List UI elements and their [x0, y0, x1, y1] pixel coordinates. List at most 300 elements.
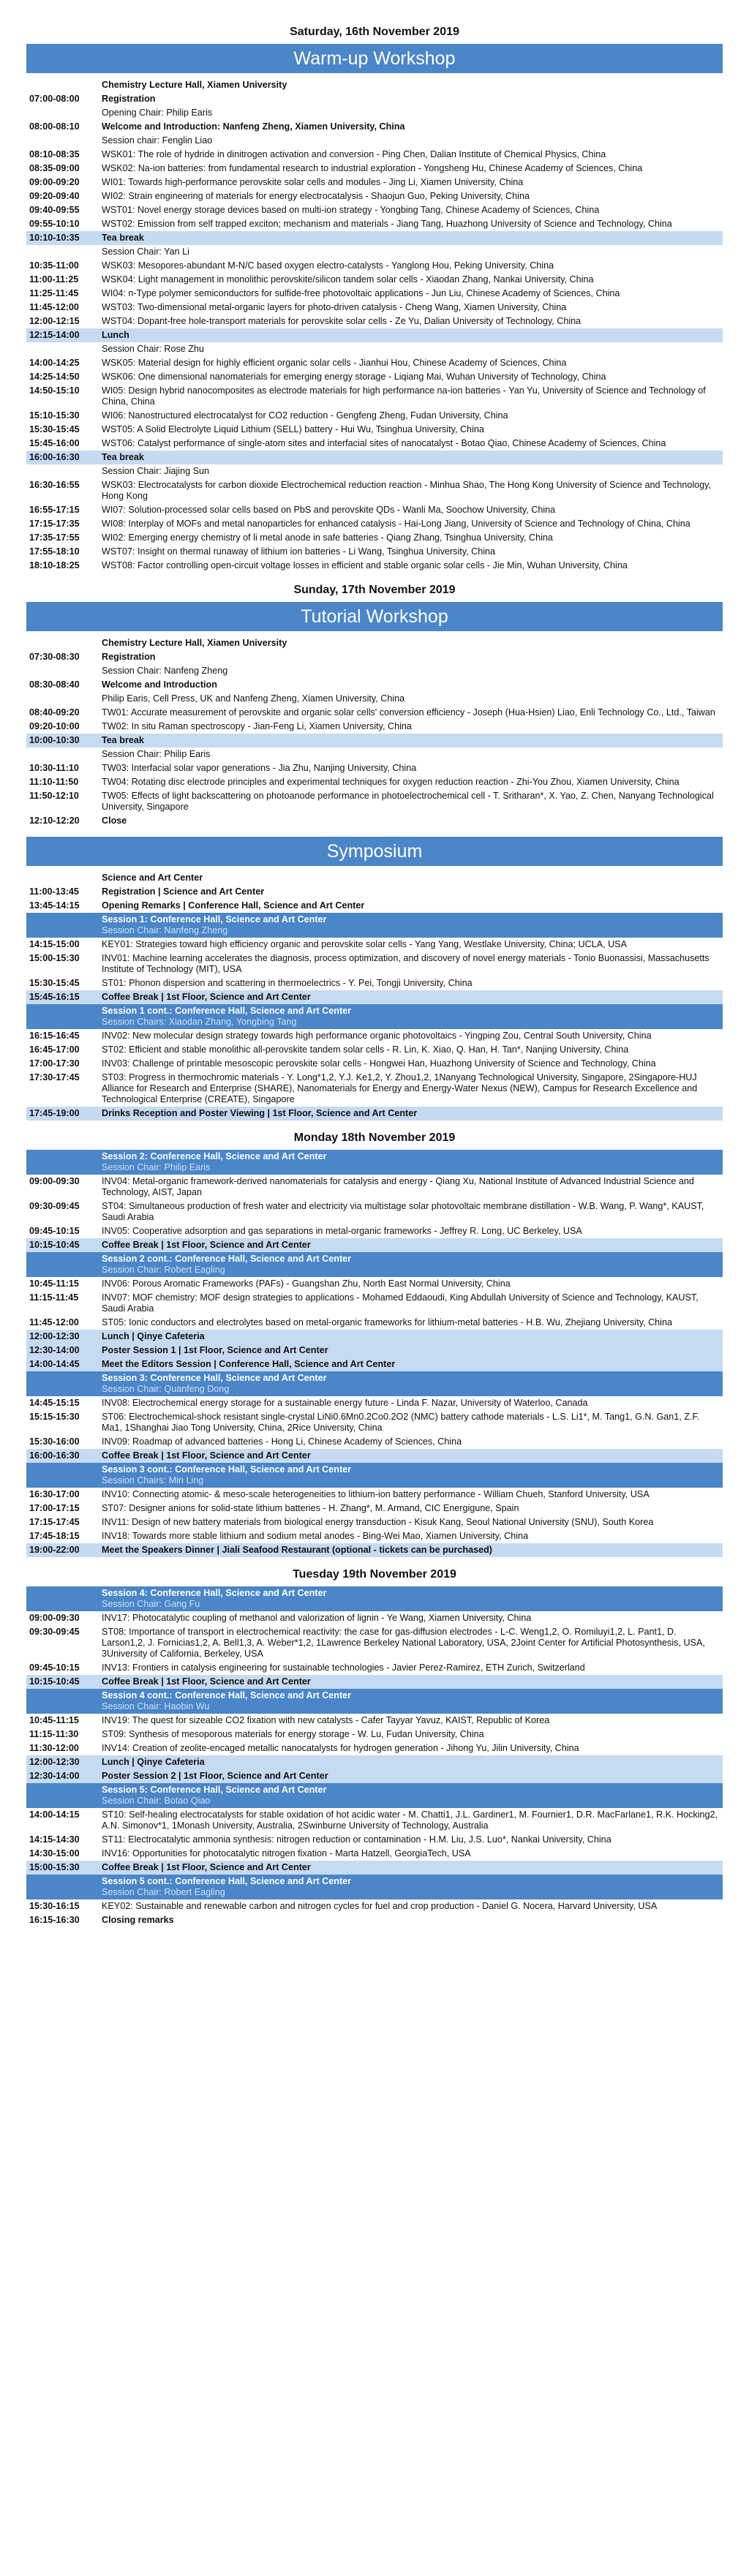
- schedule-row: [26, 1150, 723, 1175]
- description-cell: [102, 385, 723, 407]
- schedule-row: [26, 1689, 723, 1714]
- schedule-row: [26, 1543, 723, 1557]
- row-text: Registration: [102, 94, 156, 104]
- description-cell: [102, 1201, 723, 1223]
- section-gap: [26, 828, 723, 837]
- row-text: Drinks Reception and Poster Viewing | 1st Floor, Science and Art Center: [102, 1108, 418, 1118]
- time-cell: 17:45-19:00: [29, 1108, 80, 1118]
- schedule-row: [26, 1808, 723, 1833]
- row-text: KEY02: Sustainable and renewable carbon and nitrogen cycles for fuel and crop production - Daniel G. Nocera, Harvard University, USA: [102, 1901, 658, 1911]
- description-cell: [102, 652, 723, 663]
- time-cell: 15:30-15:45: [29, 424, 80, 434]
- description-cell: [102, 1412, 723, 1434]
- description-cell: [102, 1662, 723, 1673]
- row-text: WI07: Solution-processed solar cells based on PbS and perovskite QDs - Wanli Ma, Soochow University, China: [102, 505, 556, 515]
- schedule-row: [26, 692, 723, 706]
- schedule-row: [26, 517, 723, 531]
- schedule-row: [26, 120, 723, 134]
- description-cell: [102, 344, 723, 355]
- row-text: ST11: Electrocatalytic ammonia synthesis: nitrogen reduction or contamination - H.M. Liu, J.S. Luo*, Nankai University, China: [102, 1834, 611, 1845]
- description-cell: [102, 94, 723, 105]
- time-cell: 10:15-10:45: [29, 1676, 80, 1687]
- row-text: INV09: Roadmap of advanced batteries - Hong Li, Chinese Academy of Sciences, China: [102, 1436, 462, 1447]
- description-cell: [102, 1613, 723, 1624]
- time-cell: 08:00-08:10: [29, 121, 80, 132]
- schedule-row: [26, 1847, 723, 1861]
- description-cell: [102, 274, 723, 285]
- row-text: Session 3: Conference Hall, Science and Art Center: [102, 1373, 327, 1383]
- description-cell: [102, 1436, 723, 1447]
- description-cell: [102, 900, 723, 911]
- description-cell: [102, 1240, 723, 1251]
- time-cell: 14:30-15:00: [29, 1848, 80, 1858]
- schedule-row: [26, 451, 723, 464]
- description-cell: [102, 978, 723, 989]
- time-cell: 10:00-10:30: [29, 735, 80, 745]
- schedule-row: [26, 734, 723, 747]
- schedule-row: [26, 384, 723, 409]
- time-cell: 11:25-11:45: [29, 288, 79, 298]
- row-text: INV14: Creation of zeolite-encaged metallic nanocatalysts for hydrogen generation - Jihong Yu, Jilin University, China: [102, 1743, 579, 1753]
- row-text: INV13: Frontiers in catalysis engineering for sustainable technologies - Javier Perez-Ramirez, ETH Zurich, Switzerland: [102, 1662, 585, 1673]
- time-cell: 10:35-11:00: [29, 260, 79, 271]
- description-cell: [102, 1398, 723, 1409]
- description-cell: [102, 1331, 723, 1342]
- row-text: WSK02: Na-ion batteries: from fundamental research to industrial exploration - Yongsheng Hu, Chinese Academy of Sciences, China: [102, 163, 643, 173]
- schedule-row: [26, 678, 723, 692]
- schedule-row: [26, 273, 723, 287]
- row-text: Lunch | Qinye Cafeteria: [102, 1757, 205, 1767]
- schedule-row: [26, 1238, 723, 1252]
- time-cell: 17:55-18:10: [29, 546, 80, 557]
- time-cell: 09:00-09:30: [29, 1613, 80, 1623]
- schedule-row: [26, 1463, 723, 1488]
- schedule-row: [26, 1316, 723, 1330]
- day-heading: Monday 18th November 2019: [293, 1131, 456, 1144]
- row-text: Chemistry Lecture Hall, Xiamen University: [102, 80, 287, 90]
- row-text: Session Chair: Jiajing Sun: [102, 466, 210, 476]
- time-cell: 11:45-12:00: [29, 302, 79, 312]
- description-cell: [102, 1785, 723, 1807]
- schedule-row: [26, 1435, 723, 1449]
- schedule-row: [26, 301, 723, 315]
- time-cell: 10:10-10:35: [29, 233, 80, 243]
- description-cell: [102, 1254, 723, 1276]
- description-cell: [102, 638, 723, 649]
- time-cell: 15:15-15:30: [29, 1412, 80, 1422]
- description-cell: [102, 219, 723, 230]
- time-cell: 13:45-14:15: [29, 900, 80, 911]
- schedule-row: [26, 1769, 723, 1783]
- row-text: INV07: MOF chemistry: MOF design strategies to applications - Mohamed Eddaoudi, King Abdullah University of Science and Technology, KAUST, Saudi Arabia: [102, 1292, 699, 1314]
- schedule-row: [26, 1410, 723, 1435]
- description-cell: [102, 1292, 723, 1314]
- schedule-row: [26, 328, 723, 342]
- description-cell: [102, 1757, 723, 1768]
- row-text: WSK03: Electrocatalysts for carbon dioxide Electrochemical reduction reaction - Minhua Shao, The Hong Kong University of Science and Technology, Hong Kong: [102, 480, 712, 501]
- row-text: INV16: Opportunities for photocatalytic nitrogen fixation - Marta Hatzell, GeorgiaTech, USA: [102, 1848, 471, 1858]
- row-text: WI08: Interplay of MOFs and metal nanoparticles for enhanced catalysis - Hai-Long Jiang, University of Science and Technology of China, China: [102, 519, 690, 529]
- row-text: ST05: Ionic conductors and electrolytes based on metal-organic frameworks for lithium-metal batteries - H.B. Wu, Zhejiang University, China: [102, 1317, 672, 1327]
- row-text: Session 5 cont.: Conference Hall, Science and Art Center: [102, 1876, 352, 1886]
- description-cell: [102, 679, 723, 690]
- schedule-row: [26, 503, 723, 517]
- time-cell: 17:00-17:15: [29, 1503, 80, 1513]
- row-text: Close: [102, 816, 127, 826]
- time-cell: 08:40-09:20: [29, 707, 80, 718]
- description-cell: [102, 480, 723, 502]
- description-cell: [102, 1450, 723, 1461]
- schedule-row: [26, 423, 723, 437]
- description-cell: [102, 1743, 723, 1754]
- time-cell: 12:00-12:15: [29, 316, 80, 326]
- schedule-row: [26, 1330, 723, 1344]
- row-text: WSK05: Material design for highly efficient organic solar cells - Jianhui Hou, Chinese Academy of Sciences, China: [102, 358, 567, 368]
- row-text: INV08: Electrochemical energy storage for a sustainable energy future - Linda F. Nazar, University of Waterloo, Canada: [102, 1398, 588, 1408]
- schedule-row: [26, 148, 723, 162]
- description-cell: [102, 519, 723, 530]
- row-text: Coffee Break | 1st Floor, Science and Art Center: [102, 992, 311, 1002]
- row-text: WST07: Insight on thermal runaway of lithium ion batteries - Li Wang, Tsinghua University, China: [102, 546, 496, 557]
- schedule-row: [26, 1783, 723, 1808]
- description-cell: [102, 260, 723, 271]
- schedule-row: [26, 789, 723, 814]
- time-cell: 11:10-11:50: [29, 777, 79, 787]
- row-text: WSK03: Mesopores-abundant M-N/C based oxygen electro-catalysts - Yanglong Hou, Peking University, China: [102, 260, 554, 271]
- time-cell: 12:10-12:20: [29, 816, 80, 826]
- schedule-row: [26, 134, 723, 148]
- row-text: Coffee Break | 1st Floor, Science and Art Center: [102, 1450, 311, 1461]
- time-cell: 11:50-12:10: [29, 791, 79, 801]
- row-text: KEY01: Strategies toward high efficiency organic and perovskite solar cells - Yang Yang, Westlake University, China; UCLA, USA: [102, 939, 627, 949]
- row-text: INV03: Challenge of printable mesoscopic perovskite solar cells - Hongwei Han, Huazhong University of Science and Technology, China: [102, 1058, 656, 1069]
- description-cell: [102, 1901, 723, 1912]
- description-cell: [102, 1729, 723, 1740]
- time-cell: 14:00-14:45: [29, 1359, 80, 1369]
- time-cell: 10:30-11:10: [29, 763, 79, 773]
- description-cell: [102, 452, 723, 463]
- description-cell: [102, 777, 723, 788]
- time-cell: 14:50-15:10: [29, 385, 80, 396]
- description-cell: [102, 438, 723, 449]
- schedule-row: [26, 245, 723, 259]
- row-text: INV01: Machine learning accelerates the diagnosis, process optimization, and discovery of novel energy materials - Tonio Buonassisi, Massachusetts Institute of Technology (MIT), USA: [102, 953, 710, 974]
- description-cell: [102, 330, 723, 341]
- row-text: TW01: Accurate measurement of perovskite and organic solar cells' conversion efficiency - Joseph (Hua-Hsien) Liao, Enli Technology Co., Ltd., Taiwan: [102, 707, 715, 718]
- description-cell: [102, 191, 723, 202]
- row-text: Chemistry Lecture Hall, Xiamen University: [102, 638, 287, 648]
- description-cell: [102, 358, 723, 369]
- row-text: Opening Chair: Philip Earis: [102, 108, 213, 118]
- time-cell: 16:45-17:00: [29, 1044, 80, 1055]
- session-chair: Session Chair: Nanfeng Zheng: [102, 925, 228, 935]
- row-text: INV05: Cooperative adsorption and gas separations in metal-organic frameworks - Jeffrey R. Long, UC Berkeley, USA: [102, 1226, 582, 1236]
- session-chair: Session Chairs: Min Ling: [102, 1475, 204, 1485]
- schedule-row: [26, 342, 723, 356]
- description-cell: [102, 1676, 723, 1687]
- schedule-row: [26, 370, 723, 384]
- time-cell: 16:15-16:45: [29, 1031, 80, 1041]
- time-cell: 09:30-09:45: [29, 1201, 80, 1211]
- row-text: INV04: Metal-organic framework-derived nanomaterials for catalysis and energy - Qiang Xu, National Institute of Advanced Industrial Science and Technology, AIST, Japan: [102, 1176, 694, 1197]
- schedule-row: [26, 78, 723, 92]
- session-chair: Session Chair: Philip Earis: [102, 1162, 211, 1172]
- row-text: Session 5: Conference Hall, Science and Art Center: [102, 1785, 327, 1795]
- schedule-row: [26, 531, 723, 545]
- schedule-row: [26, 1661, 723, 1675]
- description-cell: [102, 1834, 723, 1845]
- description-cell: [102, 763, 723, 774]
- description-cell: [102, 816, 723, 826]
- time-cell: 14:00-14:25: [29, 358, 80, 368]
- row-text: INV11: Design of new battery materials from biological energy transduction - Kisuk Kang, Seoul National University (SNU), South Korea: [102, 1517, 654, 1527]
- time-cell: 15:45-16:00: [29, 438, 80, 448]
- time-cell: 15:00-15:30: [29, 1862, 80, 1872]
- schedule-row: [26, 814, 723, 828]
- description-cell: [102, 1359, 723, 1370]
- schedule-row: [26, 1728, 723, 1741]
- row-text: Poster Session 2 | 1st Floor, Science and Art Center: [102, 1771, 328, 1781]
- time-cell: 09:40-09:55: [29, 205, 80, 215]
- schedule-row: [26, 706, 723, 720]
- description-cell: [102, 121, 723, 132]
- time-cell: 17:15-17:45: [29, 1517, 80, 1527]
- row-text: WSK04: Light management in monolithic perovskite/silicon tandem solar cells - Xiaodan Zhang, Nankai University, China: [102, 274, 594, 285]
- schedule-row: [26, 1675, 723, 1689]
- day-heading: Saturday, 16th November 2019: [290, 26, 459, 38]
- time-cell: 14:15-15:00: [29, 939, 80, 949]
- row-text: Tea break: [102, 735, 144, 745]
- time-cell: 10:45-11:15: [29, 1278, 79, 1289]
- schedule-row: [26, 952, 723, 976]
- schedule-row: [26, 650, 723, 664]
- time-cell: 17:00-17:30: [29, 1058, 80, 1069]
- description-cell: [102, 316, 723, 327]
- schedule-row: [26, 720, 723, 734]
- schedule-row: [26, 747, 723, 761]
- row-text: INV18: Towards more stable lithium and sodium metal anodes - Bing-Wei Mao, Xiamen University, China: [102, 1531, 529, 1541]
- description-cell: [102, 1072, 723, 1105]
- time-cell: 07:00-08:00: [29, 94, 80, 104]
- schedule-row: [26, 1043, 723, 1057]
- description-cell: [102, 1464, 723, 1486]
- time-cell: 09:55-10:10: [29, 219, 80, 229]
- row-text: Philip Earis, Cell Press, UK and Nanfeng Zheng, Xiamen University, China: [102, 693, 405, 704]
- row-text: ST03: Progress in thermochromic materials - Y. Long*1,2, Y.J. Ke1,2, Y. Zhou1,2, 1Nanyang Technological University, Singapore, 2Singapore-HUJ Alliance for Research and Enterprise (SHARE), Nanomaterials for Energy and Energy-Water Nexus (NEW), Campus for Research Excellence and Technological Enterprise (CREATE), Singapore: [102, 1072, 698, 1104]
- time-cell: 15:30-16:00: [29, 1436, 80, 1447]
- time-cell: 14:00-14:15: [29, 1809, 80, 1820]
- time-cell: 11:30-12:00: [29, 1743, 79, 1753]
- row-text: Session Chair: Philip Earis: [102, 749, 211, 759]
- time-cell: 09:00-09:20: [29, 177, 80, 187]
- schedule-row: [26, 1175, 723, 1200]
- session-chair: Session Chairs: Xiaodan Zhang, Yongbing Tang: [102, 1017, 297, 1027]
- description-cell: [102, 992, 723, 1003]
- schedule-row: [26, 1357, 723, 1371]
- session-chair: Session Chair: Gang Fu: [102, 1599, 200, 1609]
- time-cell: 07:30-08:30: [29, 652, 80, 662]
- schedule-row: [26, 1875, 723, 1899]
- time-cell: 09:20-10:00: [29, 721, 80, 731]
- schedule-row: [26, 1861, 723, 1875]
- schedule-row: [26, 1741, 723, 1755]
- row-text: WI06: Nanostructured electrocatalyst for CO2 reduction - Gengfeng Zheng, Fudan University, China: [102, 410, 508, 421]
- description-cell: [102, 288, 723, 299]
- time-cell: 09:30-09:45: [29, 1627, 80, 1637]
- row-text: Session Chair: Nanfeng Zheng: [102, 666, 228, 676]
- time-cell: 14:45-15:15: [29, 1398, 80, 1408]
- schedule-row: [26, 1277, 723, 1291]
- row-text: Registration | Science and Art Center: [102, 886, 265, 897]
- schedule-row: [26, 437, 723, 451]
- schedule-row: [26, 913, 723, 938]
- row-text: WI01: Towards high-performance perovskite solar cells and modules - Jing Li, Xiamen University, China: [102, 177, 524, 187]
- schedule-row: [26, 899, 723, 913]
- row-text: Opening Remarks | Conference Hall, Science and Art Center: [102, 900, 365, 911]
- row-text: Lunch | Qinye Cafeteria: [102, 1331, 205, 1341]
- workshop-banner: Warm-up Workshop: [26, 44, 723, 73]
- row-text: Session 1: Conference Hall, Science and Art Center: [102, 914, 327, 924]
- description-cell: [102, 546, 723, 557]
- description-cell: [102, 1848, 723, 1859]
- row-text: TW03: Interfacial solar vapor generations - Jia Zhu, Nanjing University, China: [102, 763, 417, 773]
- schedule-row: [26, 1071, 723, 1107]
- schedule-row: [26, 106, 723, 120]
- time-cell: 09:00-09:30: [29, 1176, 80, 1186]
- schedule-row: [26, 1488, 723, 1502]
- time-cell: 10:45-11:15: [29, 1715, 79, 1725]
- description-cell: [102, 1915, 723, 1926]
- day-heading: Tuesday 19th November 2019: [293, 1568, 456, 1581]
- time-cell: 19:00-22:00: [29, 1545, 80, 1555]
- description-cell: [102, 1503, 723, 1514]
- description-cell: [102, 80, 723, 91]
- time-cell: 17:45-18:15: [29, 1531, 80, 1541]
- schedule-row: [26, 409, 723, 423]
- row-text: WI02: Emerging energy chemistry of li metal anode in safe batteries - Qiang Zhang, Tsinghua University, China: [102, 532, 553, 543]
- row-text: ST10: Self-healing electrocatalysts for stable oxidation of hot acidic water - M. Chatti1, J.L. Gardiner1, M. Fournier1, D.R. MacFarlane1, R.K. Hocking2, A.N. Simonov*1, 1Monash University, Australia, 2Swinburne University of Technology, Australia: [102, 1809, 718, 1831]
- row-text: WI05: Design hybrid nanocomposites as electrode materials for high performance na-ion batteries - Yan Yu, University of Science and Technology of China, China: [102, 385, 706, 407]
- description-cell: [102, 1531, 723, 1542]
- row-text: Session 1 cont.: Conference Hall, Science and Art Center: [102, 1006, 352, 1016]
- schedule-row: [26, 636, 723, 650]
- day-heading: Sunday, 17th November 2019: [293, 584, 456, 596]
- session-chair: Session Chair: Robert Eagling: [102, 1265, 225, 1275]
- schedule-row: [26, 1611, 723, 1625]
- row-text: WI04: n-Type polymer semiconductors for sulfide-free photovoltaic applications - Jun Liu, Chinese Academy of Sciences, China: [102, 288, 620, 298]
- row-text: ST08: Importance of transport in electrochemical reactivity: the case for gas-diffusion electrodes - L-C. Weng1,2, O. Romiluyi1,2, L. Pant1, D. Larson1,2, J. Fornicias1,2, A. Bell1,3, A. Weber*1,2, 1Lawrence Berkeley National Laboratory, USA, 2Joint Center for Artificial Photosynthesis, USA, 3University of California, Berkeley, USA: [102, 1627, 705, 1659]
- schedule-row: [26, 464, 723, 478]
- description-cell: [102, 693, 723, 704]
- row-text: INV17: Photocatalytic coupling of methanol and valorization of lignin - Ye Wang, Xiamen University, China: [102, 1613, 532, 1623]
- time-cell: 12:00-12:30: [29, 1331, 80, 1341]
- row-text: TW05: Effects of light backscattering on photoanode performance in photoelectrochemical cell - T. Sritharan*, X. Yao, Z. Chen, Nanyang Technological University, Singapore: [102, 791, 714, 812]
- row-text: Registration: [102, 652, 156, 662]
- row-text: TW04: Rotating disc electrode principles and experimental techniques for oxygen reduction reaction - Zhi-You Zhou, Xiamen University, China: [102, 777, 680, 787]
- description-cell: [102, 1108, 723, 1119]
- time-cell: 15:30-15:45: [29, 978, 80, 988]
- description-cell: [102, 1809, 723, 1831]
- row-text: ST07: Designer anions for solid-state lithium batteries - H. Zhang*, M. Armand, CIC Energigune, Spain: [102, 1503, 519, 1513]
- row-text: Tea break: [102, 233, 144, 243]
- time-cell: 15:00-15:30: [29, 953, 80, 963]
- row-text: WST06: Catalyst performance of single-atom sites and interfacial sites of nanocatalyst - Botao Qiao, Chinese Academy of Sciences, China: [102, 438, 666, 448]
- time-cell: 10:15-10:45: [29, 1240, 80, 1250]
- description-cell: [102, 666, 723, 677]
- row-text: Tea break: [102, 452, 144, 462]
- time-cell: 16:00-16:30: [29, 452, 80, 462]
- description-cell: [102, 1176, 723, 1198]
- description-cell: [102, 560, 723, 571]
- row-text: Lunch: [102, 330, 129, 340]
- session-chair: Session Chair: Botao Qiao: [102, 1796, 211, 1806]
- schedule-row: [26, 356, 723, 370]
- schedule-row: [26, 1586, 723, 1611]
- schedule-row: [26, 976, 723, 990]
- schedule-row: [26, 1004, 723, 1029]
- row-text: Session 2 cont.: Conference Hall, Science and Art Center: [102, 1254, 352, 1264]
- time-cell: 08:10-08:35: [29, 149, 80, 159]
- row-text: ST01: Phonon dispersion and scattering in thermoelectrics - Y. Pei, Tongji University, China: [102, 978, 473, 988]
- schedule-row: [26, 1625, 723, 1661]
- time-cell: 16:55-17:15: [29, 505, 80, 515]
- description-cell: [102, 707, 723, 718]
- row-text: Session 3 cont.: Conference Hall, Science and Art Center: [102, 1464, 352, 1475]
- row-text: WST03: Two-dimensional metal-organic layers for photo-driven catalysis - Cheng Wang, Xiamen University, China: [102, 302, 567, 312]
- schedule-row: [26, 1449, 723, 1463]
- schedule-row: [26, 1515, 723, 1529]
- schedule-row: [26, 885, 723, 899]
- description-cell: [102, 1876, 723, 1898]
- description-cell: [102, 1690, 723, 1712]
- workshop-banner: Symposium: [26, 837, 723, 866]
- schedule-row: [26, 761, 723, 775]
- time-cell: 09:20-09:40: [29, 191, 80, 201]
- row-text: Closing remarks: [102, 1915, 174, 1925]
- schedule-row: [26, 1344, 723, 1357]
- time-cell: 11:00-11:25: [29, 274, 79, 285]
- row-text: INV10: Connecting atomic- & meso-scale heterogeneities to lithium-ion battery performance - William Chueh, Stanford University, USA: [102, 1489, 650, 1499]
- description-cell: [102, 410, 723, 421]
- description-cell: [102, 246, 723, 257]
- time-cell: 15:30-16:15: [29, 1901, 80, 1911]
- time-cell: 17:15-17:35: [29, 519, 80, 529]
- row-text: WST04: Dopant-free hole-transport materials for perovskite solar cells - Ze Yu, Dalian University of Technology, China: [102, 316, 581, 326]
- description-cell: [102, 1044, 723, 1055]
- schedule-row: [26, 1291, 723, 1316]
- row-text: ST04: Simultaneous production of fresh water and electricity via multistage solar photovoltaic membrane distillation - W.B. Wang, P. Wang*, KAUST, Saudi Arabia: [102, 1201, 704, 1222]
- row-text: TW02: In situ Raman spectroscopy - Jian-Feng Li, Xiamen University, China: [102, 721, 412, 731]
- description-cell: [102, 1627, 723, 1660]
- description-cell: [102, 466, 723, 477]
- row-text: INV02: New molecular design strategy towards high performance organic photovoltaics - Yingping Zou, Central South University, China: [102, 1031, 652, 1041]
- description-cell: [102, 791, 723, 813]
- row-text: WSK01: The role of hydride in dinitrogen activation and conversion - Ping Chen, Dalian Institute of Chemical Physics, China: [102, 149, 606, 159]
- description-cell: [102, 886, 723, 897]
- description-cell: [102, 205, 723, 216]
- schedule-row: [26, 92, 723, 106]
- schedule-row: [26, 189, 723, 203]
- row-text: WST01: Novel energy storage devices based on multi-ion strategy - Yongbing Tang, Chinese Academy of Sciences, China: [102, 205, 600, 215]
- row-text: Session Chair: Yan Li: [102, 246, 189, 257]
- time-cell: 08:30-08:40: [29, 679, 80, 690]
- time-cell: 12:30-14:00: [29, 1771, 80, 1781]
- schedule-row: [26, 1529, 723, 1543]
- row-text: Poster Session 1 | 1st Floor, Science and Art Center: [102, 1345, 328, 1355]
- time-cell: 15:45-16:15: [29, 992, 80, 1002]
- schedule-row: [26, 1224, 723, 1238]
- schedule-row: [26, 545, 723, 559]
